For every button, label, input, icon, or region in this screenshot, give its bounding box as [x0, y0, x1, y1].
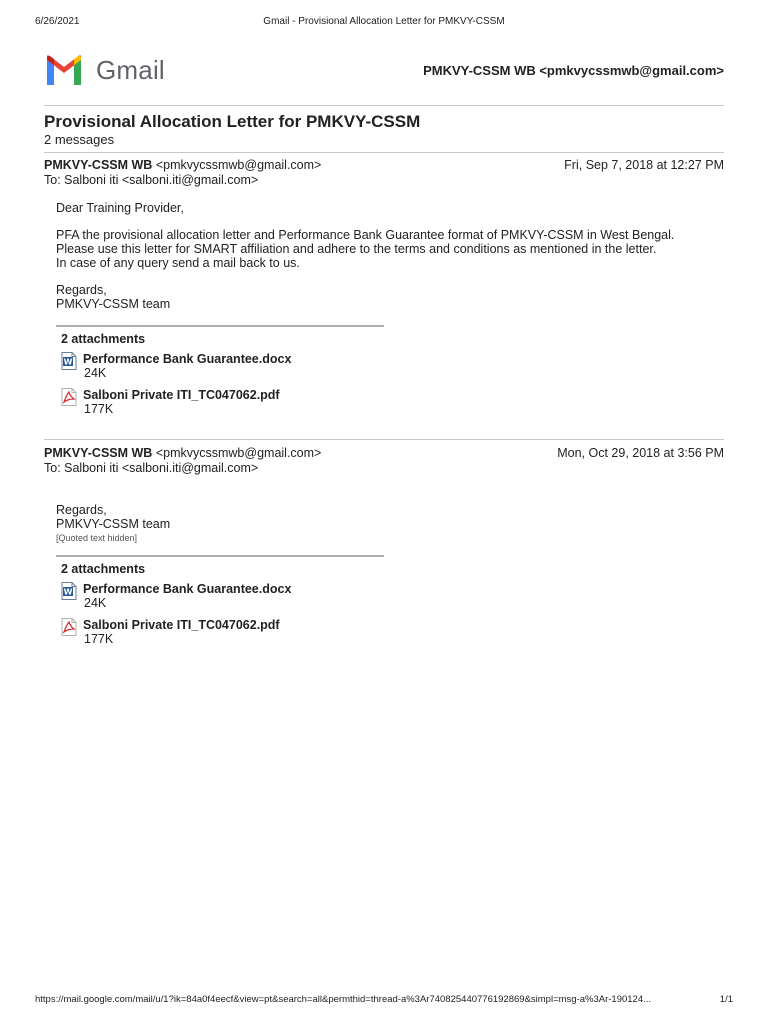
attachments-title: 2 attachments: [61, 332, 146, 346]
print-header: [35, 16, 733, 30]
attachment-name[interactable]: Performance Bank Guarantee.docx: [83, 352, 292, 366]
attachment-item[interactable]: [61, 352, 724, 386]
divider: [44, 439, 724, 440]
svg-text:W: W: [63, 587, 73, 597]
page-number: 1/1: [719, 994, 733, 1005]
attachment-size: 24K: [84, 596, 107, 610]
message-header: [44, 158, 724, 173]
attachment-name[interactable]: Salboni Private ITI_TC047062.pdf: [83, 388, 280, 402]
attachment-size: 24K: [84, 366, 107, 380]
divider: [44, 152, 724, 153]
attachment-item[interactable]: [61, 582, 724, 616]
attachments-divider: [56, 555, 384, 557]
page-url[interactable]: https://mail.google.com/mail/u/1?ik=84a0f4eecf&view=pt&search=all&permthid=thread-a%3Ar740825440776192869&simpl=msg-a%3Ar-190124...: [35, 994, 652, 1005]
attachments-title: 2 attachments: [61, 562, 146, 576]
divider: [44, 105, 724, 106]
thread-subject: Provisional Allocation Letter for PMKVY-CSSM: [44, 112, 421, 131]
attachment-item[interactable]: [61, 388, 724, 422]
sender-name: PMKVY-CSSM WB: [44, 446, 153, 460]
greeting: Dear Training Provider,: [56, 201, 184, 215]
signature: PMKVY-CSSM team: [56, 297, 171, 311]
sender-email[interactable]: <pmkvycssmwb@gmail.com>: [155, 158, 322, 172]
quoted-text-toggle[interactable]: [Quoted text hidden]: [56, 533, 138, 543]
print-title: Gmail - Provisional Allocation Letter for PMKVY-CSSM: [263, 16, 505, 27]
svg-text:W: W: [63, 357, 73, 367]
print-date: 6/26/2021: [35, 16, 80, 27]
attachments-divider: [56, 325, 384, 327]
pdf-icon: [61, 618, 77, 636]
attachment-name[interactable]: Salboni Private ITI_TC047062.pdf: [83, 618, 280, 632]
recipient: To: Salboni iti <salboni.iti@gmail.com>: [44, 461, 259, 475]
message-body: [56, 503, 724, 545]
body-line: Please use this letter for SMART affiliation and adhere to the terms and conditions as mentioned in the letter.: [56, 242, 657, 256]
body-line: In case of any query send a mail back to us.: [56, 256, 300, 270]
attachment-size: 177K: [84, 402, 114, 416]
gmail-logo: [44, 54, 165, 86]
sender-email[interactable]: <pmkvycssmwb@gmail.com>: [155, 446, 322, 460]
attachment-name[interactable]: Performance Bank Guarantee.docx: [83, 582, 292, 596]
regards: Regards,: [56, 503, 107, 517]
message-1: [44, 158, 724, 422]
message-count: 2 messages: [44, 132, 115, 147]
message-date: Fri, Sep 7, 2018 at 12:27 PM: [564, 158, 724, 172]
pdf-icon: [61, 388, 77, 406]
gmail-m-icon: [44, 55, 84, 85]
message-date: Mon, Oct 29, 2018 at 3:56 PM: [557, 446, 724, 460]
message-header: [44, 446, 724, 461]
signature: PMKVY-CSSM team: [56, 517, 171, 531]
recipient: To: Salboni iti <salboni.iti@gmail.com>: [44, 173, 259, 187]
attachment-item[interactable]: [61, 618, 724, 652]
attachment-size: 177K: [84, 632, 114, 646]
sender-name: PMKVY-CSSM WB: [44, 158, 153, 172]
regards: Regards,: [56, 283, 107, 297]
word-doc-icon: [61, 582, 77, 600]
gmail-wordmark: Gmail: [96, 54, 165, 85]
word-doc-icon: [61, 352, 77, 370]
body-line: PFA the provisional allocation letter and Performance Bank Guarantee format of PMKVY-CSSM in West Bengal.: [56, 228, 675, 242]
account-email: PMKVY-CSSM WB <pmkvycssmwb@gmail.com>: [423, 63, 724, 78]
message-2: [44, 446, 724, 652]
message-body: [56, 201, 724, 311]
